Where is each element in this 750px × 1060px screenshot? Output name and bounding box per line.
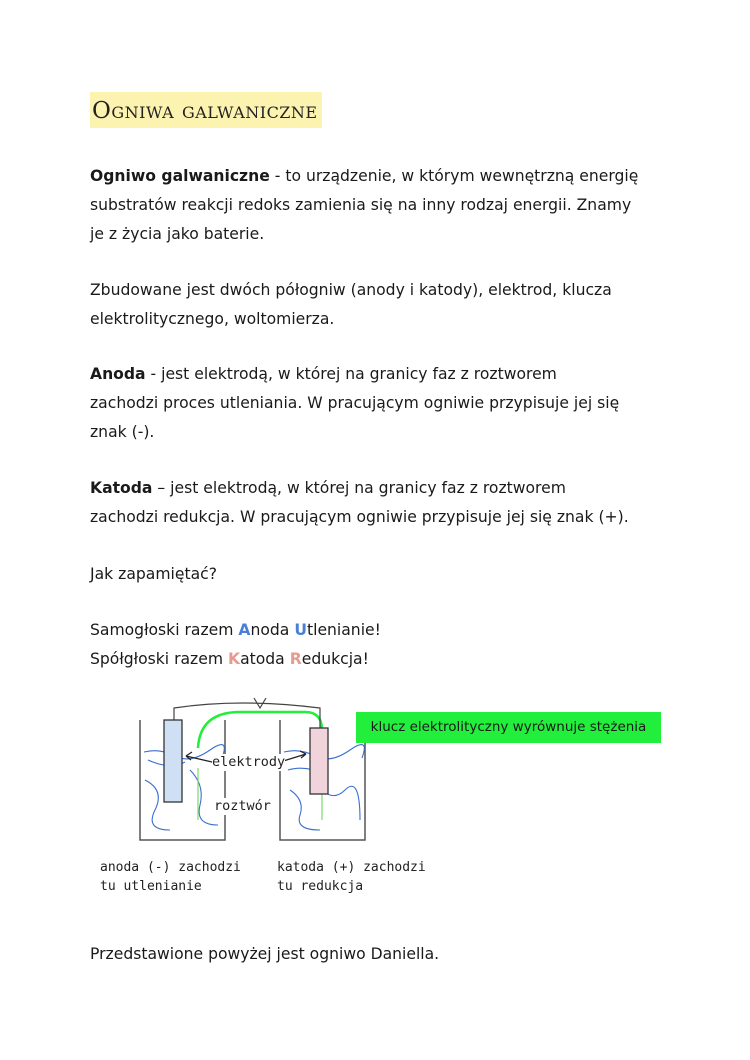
highlight-letter-k: K xyxy=(227,650,241,668)
text-line: znak (-). xyxy=(90,423,155,441)
caption-cathode xyxy=(277,858,426,896)
caption-line: tu utlenianie xyxy=(100,879,202,894)
text-segment: noda xyxy=(250,621,295,639)
mnemonic-line-consonants xyxy=(90,645,690,674)
text-segment: atoda xyxy=(240,650,290,668)
external-wire xyxy=(174,703,320,728)
caption-line: tu redukcja xyxy=(277,879,364,894)
label-solution: roztwór xyxy=(214,798,271,814)
paragraph-galvanic-cell xyxy=(90,162,690,249)
cathode-electrode xyxy=(310,728,328,794)
text-line: - jest elektrodą, w której na granicy faz z roztworem xyxy=(145,365,557,383)
caption-anode xyxy=(100,858,241,896)
text-segment: tlenianie! xyxy=(307,621,381,639)
text-line: elektrolitycznego, woltomierza. xyxy=(90,310,335,328)
text-line: substratów reakcji redoks zamienia się na inny rodzaj energii. Znamy xyxy=(90,196,632,214)
salt-bridge xyxy=(198,712,322,748)
term-galvanic-cell: Ogniwo galwaniczne xyxy=(90,167,270,185)
caption-line: anoda (-) zachodzi xyxy=(100,860,241,875)
text-segment: Samogłoski razem xyxy=(90,621,239,639)
highlight-letter-a: A xyxy=(238,621,251,639)
paragraph-mnemonic xyxy=(90,616,690,674)
highlight-letter-u: U xyxy=(294,621,307,639)
text-line: zachodzi proces utleniania. W pracującym ogniwie przypisuje jej się xyxy=(90,394,620,412)
highlight-letter-r: R xyxy=(289,650,302,668)
term-anode: Anoda xyxy=(90,365,146,383)
paragraph-daniell-cell xyxy=(90,940,690,969)
text-line: je z życia jako baterie. xyxy=(90,225,265,243)
text-line: Zbudowane jest dwóch półogniw (anody i katody), elektrod, klucza xyxy=(90,281,612,299)
text-segment: Spółgłoski razem xyxy=(90,650,228,668)
paragraph-cathode xyxy=(90,474,690,532)
anode-electrode xyxy=(164,720,182,802)
term-cathode: Katoda xyxy=(90,479,153,497)
text-line: – jest elektrodą, w której na granicy faz z roztworem xyxy=(152,479,566,497)
salt-bridge-note: klucz elektrolityczny wyrównuje stężenia xyxy=(356,712,661,743)
label-electrodes: elektrody xyxy=(212,754,286,770)
arrow-to-anode xyxy=(186,752,212,762)
text-line: - to urządzenie, w którym wewnętrzną energię xyxy=(269,167,639,185)
paragraph-construction xyxy=(90,276,690,334)
paragraph-anode xyxy=(90,360,690,447)
text-line: Jak zapamiętać? xyxy=(90,565,217,583)
caption-line: katoda (+) zachodzi xyxy=(277,860,426,875)
text-line: zachodzi redukcja. W pracującym ogniwie przypisuje jej się znak (+). xyxy=(90,508,629,526)
page-title: Ogniwa galwaniczne xyxy=(90,92,322,128)
mnemonic-line-vowels xyxy=(90,616,690,645)
paragraph-how-to-remember xyxy=(90,560,690,589)
text-segment: edukcja! xyxy=(301,650,369,668)
text-line: Przedstawione powyżej jest ogniwo Daniella. xyxy=(90,945,440,963)
